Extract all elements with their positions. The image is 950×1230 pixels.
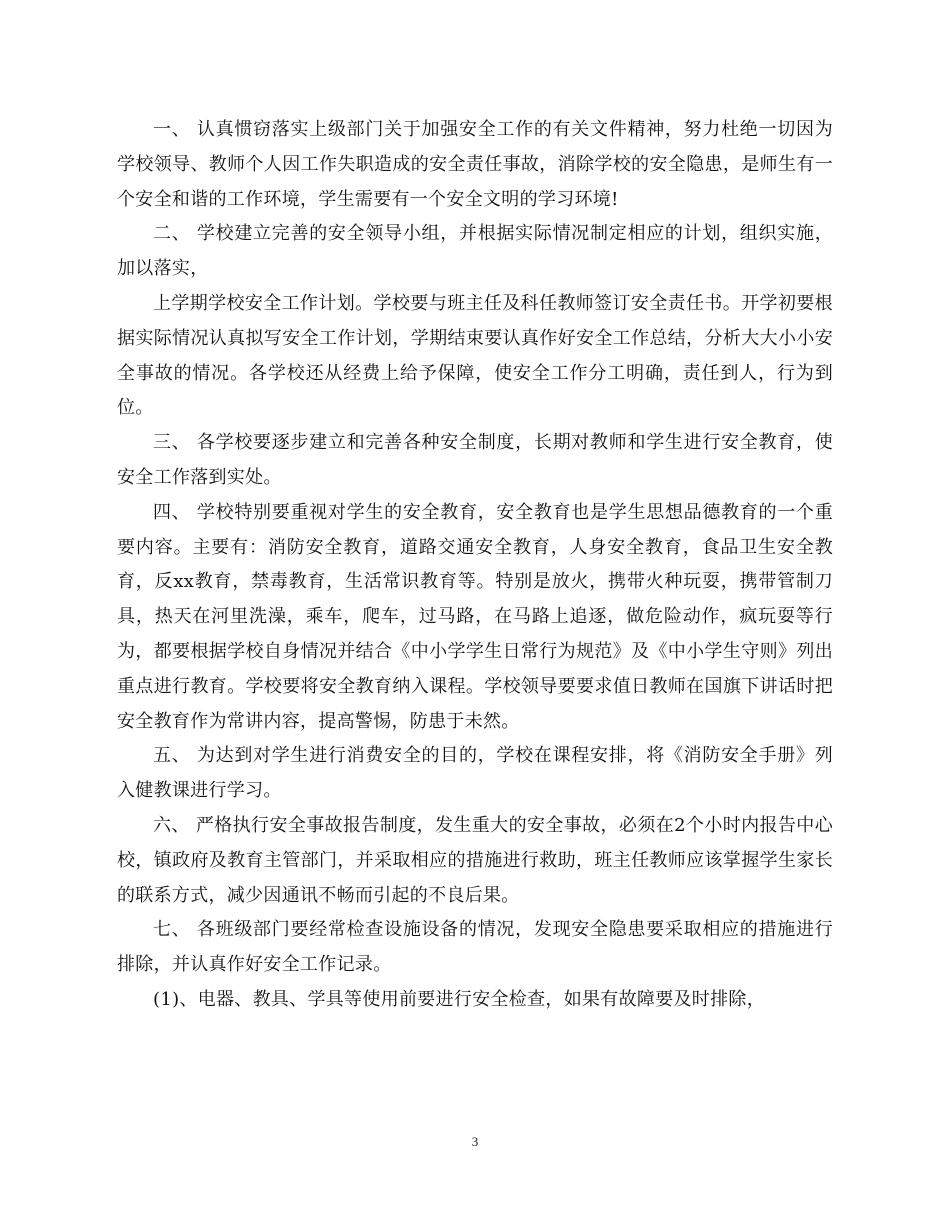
paragraph-2: 二、 学校建立完善的安全领导小组，并根据实际情况制定相应的计划，组织实施，加以落实， <box>117 223 833 280</box>
paragraph-4: 三、 各学校要逐步建立和完善各种安全制度，长期对教师和学生进行安全教育，使安全工作落到实处。 <box>117 432 833 488</box>
paragraph-3: 上学期学校安全工作计划。学校要与班主任及科任教师签订安全责任书。开学初要根据实际情况认真拟写安全工作计划，学期结束要认真作好安全工作总结，分析大大小小安全事故的情况。各学校还从经费上给予保障，使安全工作分工明确，责任到人，行为到位。 <box>117 292 833 419</box>
paragraph-7: 六、 严格执行安全事故报告制度，发生重大的安全事故，必须在2个小时内报告中心校，镇政府及教育主管部门，并采取相应的措施进行救助，班主任教师应该掌握学生家长的联系方式，减少因通讯不畅而引起的不良后果。 <box>117 814 833 906</box>
paragraph-5: 四、 学校特别要重视对学生的安全教育，安全教育也是学生思想品德教育的一个重要内容。主要有：消防安全教育，道路交通安全教育，人身安全教育，食品卫生安全教育，反xx教育，禁毒教育，生活常识教育等。特别是放火，携带火种玩耍，携带管制刀具，热天在河里洗澡，乘车，爬车，过马路，在马路上追逐，做危险动作，疯玩耍等行为，都要根据学校自身情况并结合《中小学学生日常行为规范》及《中小学生守则》列出重点进行教育。学校要将安全教育纳入课程。学校领导要要求值日教师在国旗下讲话时把安全教育作为常讲内容，提高警惕，防患于未然。 <box>117 501 833 732</box>
paragraph-1: 一、 认真惯窃落实上级部门关于加强安全工作的有关文件精神，努力杜绝一切因为学校领导、教师个人因工作失职造成的安全责任事故，消除学校的安全隐患，是师生有一个安全和谐的工作环境，学生需要有一个安全文明的学习环境! <box>117 119 833 210</box>
paragraph-9: (1)、电器、教具、学具等使用前要进行安全检查，如果有故障要及时排除， <box>153 988 765 1010</box>
paragraph-6: 五、 为达到对学生进行消费安全的目的，学校在课程安排，将《消防安全手册》列入健教课进行学习。 <box>117 745 833 802</box>
page-number: 3 <box>471 1134 479 1149</box>
document-body <box>117 113 833 1018</box>
paragraph-8: 七、 各班级部门要经常检查设施设备的情况，发现安全隐患要采取相应的措施进行排除，并认真作好安全工作记录。 <box>117 919 833 976</box>
